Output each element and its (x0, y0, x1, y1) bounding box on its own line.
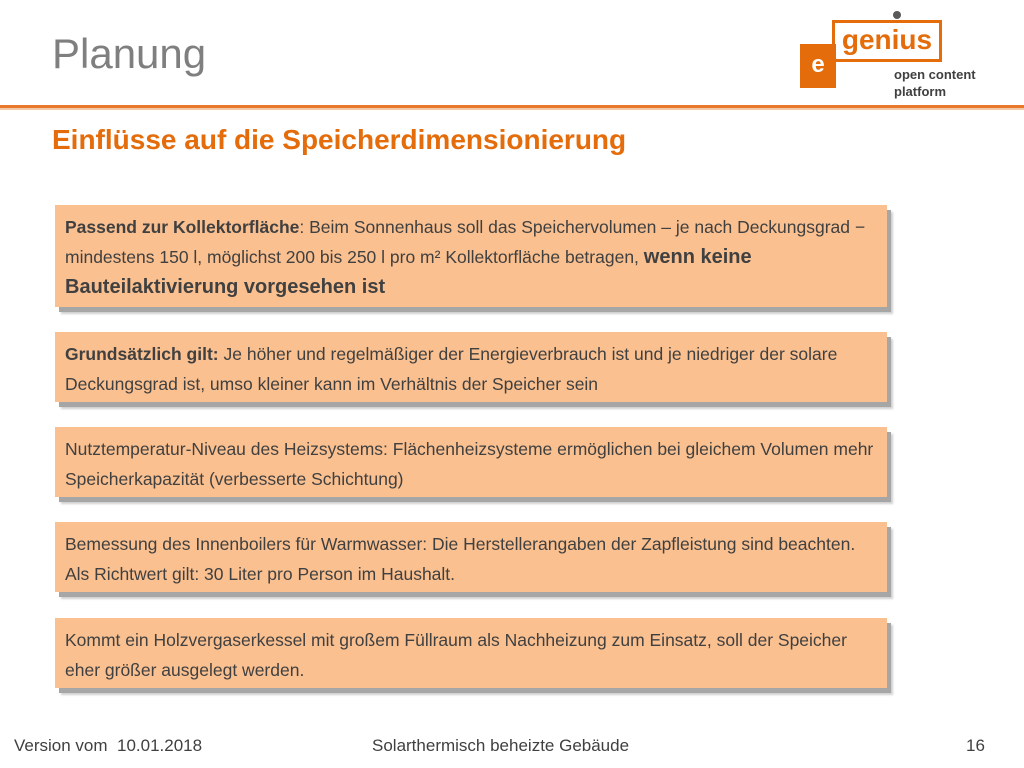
logo-genius-box: genius (832, 20, 942, 62)
logo-tagline-line-2: platform (894, 84, 946, 99)
logo (798, 10, 998, 100)
info-box-3-text: Nutztemperatur-Niveau des Heizsystems: Flächenheizsysteme ermöglichen bei gleichem Volumen mehr Speicherkapazität (verbesserte Schichtung) (65, 439, 874, 489)
footer-version: Version vom 10.01.2018 (14, 736, 203, 755)
info-box-2-text: Je höher und regelmäßiger der Energieverbrauch ist und je niedriger der solare Deckungsgrad ist, umso kleiner kann im Verhältnis der Speicher sein (65, 344, 838, 394)
info-box-4-text: Bemessung des Innenboilers für Warmwasser: Die Herstellerangaben der Zapfleistung sind beachten. Als Richtwert gilt: 30 Liter pro Person im Haushalt. (65, 534, 856, 584)
info-box-4 (55, 522, 887, 592)
info-box-5-text: Kommt ein Holzvergaserkessel mit großem Füllraum als Nachheizung zum Einsatz, soll der Speicher eher größer ausgelegt werden. (65, 630, 847, 680)
slide-title: Planung (52, 30, 207, 77)
info-box-2 (55, 332, 887, 402)
info-box-5 (55, 618, 887, 688)
footer-topic: Solarthermisch beheizte Gebäude (372, 736, 630, 755)
header-rule-shadow (0, 108, 1024, 110)
info-box-2-lead: Grundsätzlich gilt: (65, 344, 219, 364)
info-box-3 (55, 427, 887, 497)
logo-dot (893, 11, 901, 19)
info-box-1-emphasis: wenn keine Bauteilaktivierung vorgesehen ist (65, 246, 752, 298)
footer-page-number: 16 (966, 736, 985, 755)
logo-tagline-line-1: open content (894, 67, 976, 82)
logo-e-box: e (800, 44, 836, 88)
info-box-1 (55, 205, 887, 307)
logo-tagline (894, 66, 998, 100)
info-box-1-text: : Beim Sonnenhaus soll das Speichervolumen – je nach Deckungsgrad − mindestens 150 l, möglichst 200 bis 250 l pro m² Kollektorfläche betragen, (65, 217, 866, 267)
info-box-1-lead: Passend zur Kollektorfläche (65, 217, 300, 237)
slide-subtitle: Einflüsse auf die Speicherdimensionierung (52, 124, 627, 155)
